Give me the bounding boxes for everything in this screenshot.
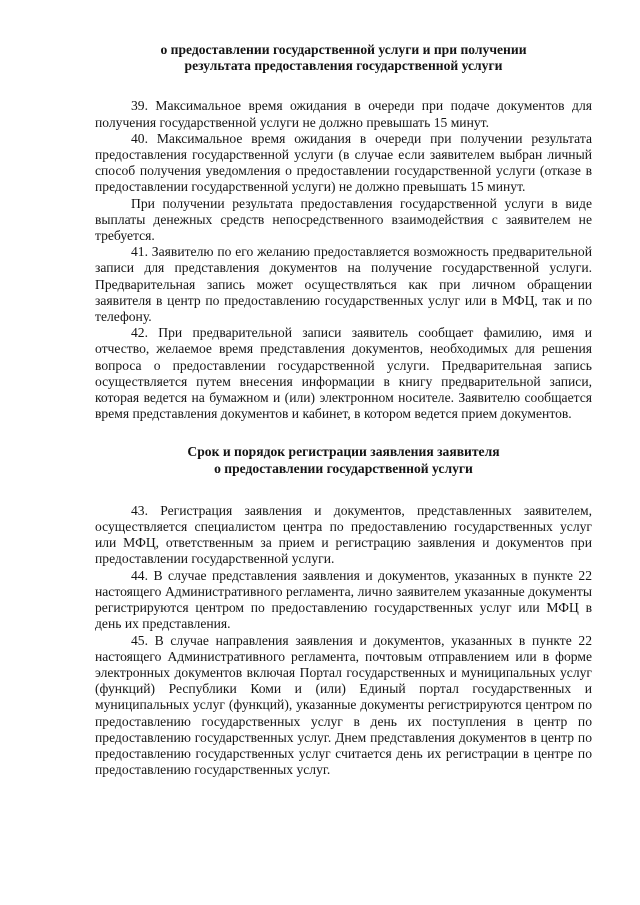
paragraph-42: 42. При предварительной записи заявитель сообщает фамилию, имя и отчество, желаемое время представления документов, необходимых для решения вопроса о предоставлении государственной услуги. Предварительная запись осуществляется путем внесения информации в книгу предварительной записи, которая ведется на бумажном и (или) электронном носителе. Заявителю сообщается время представления документов и кабинет, в котором ведется прием документов. bbox=[95, 325, 592, 422]
paragraph-40: 40. Максимальное время ожидания в очереди при получении результата предоставления государственной услуги (в случае если заявителем выбран личный способ получения уведомления о предоставлении государственной услуги (отказе в предоставлении государственной услуги) не должно превышать 15 минут. bbox=[95, 130, 592, 195]
heading-mid-line-1: Срок и порядок регистрации заявления заявителя bbox=[187, 444, 500, 460]
heading-mid-line-2: о предоставлении государственной услуги bbox=[214, 460, 473, 476]
heading-top-line-2: результата предоставления государственной услуги bbox=[184, 58, 503, 74]
paragraph-40-continuation: При получении результата предоставления государственной услуги в виде выплаты денежных средств непосредственного взаимодействия с заявителем не требуется. bbox=[95, 195, 592, 244]
section-heading-top bbox=[95, 42, 592, 74]
paragraph-45: 45. В случае направления заявления и документов, указанных в пункте 22 настоящего Административного регламента, почтовым отправлением или в форме электронных документов включая Портал государственных и муниципальных услуг (функций) Республики Коми и (или) Единый портал государственных и муниципальных услуг (функций), указанные документы регистрируются центром по предоставлению государственных услуг в день их поступления в центр по предоставлению государственных услуг. Днем представления документов в центр по предоставлению государственных услуг считается день их регистрации в центре по предоставлению государственных услуг. bbox=[95, 632, 592, 778]
paragraph-44: 44. В случае представления заявления и документов, указанных в пункте 22 настоящего Административного регламента, лично заявителем указанные документы регистрируются центром по предоставлению государственных услуг или МФЦ в день их представления. bbox=[95, 567, 592, 632]
paragraph-39: 39. Максимальное время ожидания в очереди при подаче документов для получения государственной услуги не должно превышать 15 минут. bbox=[95, 98, 592, 130]
section-1-body bbox=[95, 98, 592, 422]
section-2-body bbox=[95, 503, 592, 778]
heading-top-line-1: о предоставлении государственной услуги и при получении bbox=[160, 42, 527, 57]
section-heading-registration bbox=[95, 444, 592, 476]
paragraph-41: 41. Заявителю по его желанию предоставляется возможность предварительной записи для представления документов на получение государственной услуги. Предварительная запись может осуществляться как при личном обращении заявителя в центр по предоставлению государственных услуг или в МФЦ, так и по телефону. bbox=[95, 244, 592, 325]
paragraph-43: 43. Регистрация заявления и документов, представленных заявителем, осуществляется специалистом центра по предоставлению государственных услуг или МФЦ, ответственным за прием и регистрацию заявления и документов при предоставлении государственной услуги. bbox=[95, 502, 592, 567]
